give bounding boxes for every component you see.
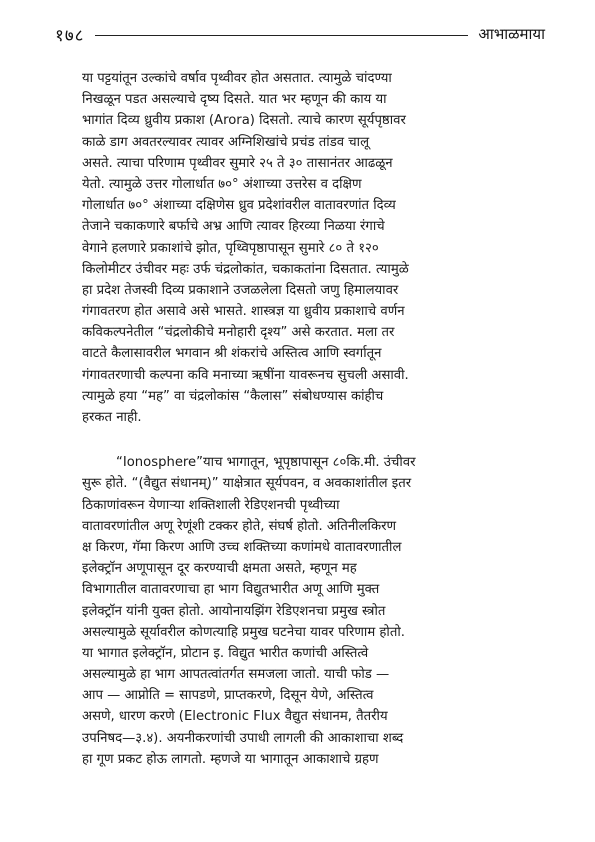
text-line: असते. त्याचा परिणाम पृथ्वीवर सुमारे २५ ते ३० तासानंतर आढळून [82,155,393,171]
text-line: काळे डाग अवतरल्यावर त्यावर अग्निशिखांचे प्रचंड तांडव चालू [82,134,370,150]
text-line: सुरू होते. “(वैद्युत संधानम्)” याक्षेत्रात सूर्यपवन, व अवकाशांतील इतर [82,476,412,492]
text-line: गंगावतरणाची कल्पना कवि मनाच्या ऋषींना यावरूनच सुचली असावी. [82,367,409,383]
text-line: असल्यामुळे सूर्यावरील कोणत्याहि प्रमुख घटनेचा यावर परिणाम होतो. [82,624,405,640]
text-line: भागांत दिव्य ध्रुवीय प्रकाश (Arora) दिसतो. त्याचे कारण सूर्यपृष्ठावर [82,113,406,129]
text-line: “Ionosphere”याच भागातून, भूपृष्ठापासून ८०कि.मी. उंचीवर [116,455,416,471]
text-line: असल्यामुळे हा भाग आपतत्वांतर्गत समजला जातो. याची फोड — [82,667,390,683]
text-line: या भागात इलेक्ट्रॉन, प्रोटान इ. विद्युत भारीत कणांची अस्तित्वे [82,645,369,661]
text-line: आप — आप्नोति = सापडणे, प्राप्तकरणे, दिसून येणे, अस्तित्व [82,688,374,704]
text-line: वातावरणांतील अणू रेणूंशी टक्कर होते, संघर्ष होतो. अतिनीलकिरण [82,518,397,534]
text-line: हा गूण प्रकट होऊ लागतो. म्हणजे या भागातून आकाशाचे ग्रहण [82,751,379,767]
text-line: त्यामुळे हया “मह” वा चंद्रलोकांस “कैलास” संबोधण्यास कांहीच [82,388,384,404]
text-line: ठिकाणांवरून येणाऱ्या शक्तिशाली रेडिएशनची पृथ्वीच्या [82,497,340,513]
text-line: या पट्टयांतून उल्कांचे वर्षाव पृथ्वीवर होत असतात. त्यामुळे चांदण्या [82,71,392,86]
page-number: १७८ [55,25,85,46]
text-line: विभागातील वातावरणाचा हा भाग विद्युतभारीत अणू आणि मुक्त [82,582,380,598]
text-line: कविकल्पनेतील “चंद्रलोकीचे मनोहारी दृश्य” असे करतात. मला तर [82,325,395,341]
body-text [82,68,534,770]
text-line: इलेक्ट्रॉन अणूपासून दूर करण्याची क्षमता असते, म्हणून मह [82,561,357,577]
text-line: उपनिषद—३.४). अयनीकरणांची उपाधी लागली की आकाशाचा शब्द [82,730,404,746]
text-line: वेगाने हलणारे प्रकाशांचे झोत, पृथ्विपृष्ठापासून सुमारे ८० ते १२० [82,240,379,256]
text-line: गंगावतरण होत असावे असे भासते. शास्त्रज्ञ या ध्रुवीय प्रकाशाचे वर्णन [82,304,405,320]
text-line: येतो. त्यामुळे उत्तर गोलार्धात ७०° अंशाच्या उत्तरेस व दक्षिण [82,176,362,192]
paragraph-2 [82,452,534,770]
text-line: क्ष किरण, गॅमा किरण आणि उच्च शक्तिच्या कणांमधे वातावरणातील [82,539,402,555]
text-line: हरकत नाही. [82,410,142,425]
text-line: गोलार्धात ७०° अंशाच्या दक्षिणेस ध्रुव प्रदेशांवरील वातावरणांत दिव्य [82,198,396,214]
text-line: किलोमीटर उंचीवर महः उर्फ चंद्रलोकांत, चकाकतांना दिसतात. त्यामुळे [82,261,409,277]
paragraph-1 [82,68,534,428]
text-line: असणे, धारण करणे (Electronic Flux वैद्युत संधानम, तैतरीय [82,709,388,725]
text-line: इलेक्ट्रॉन यांनी युक्त होतो. आयोनायझिंग रेडिएशनचा प्रमुख स्त्रोत [82,603,386,619]
text-line: निखळून पडत असल्याचे दृष्य दिसते. यात भर म्हणून की काय या [82,92,387,108]
text-line: हा प्रदेश तेजस्वी दिव्य प्रकाशाने उजळलेला दिसतो जणु हिमालयावर [82,282,399,298]
running-title: आभाळमाया [478,25,545,43]
text-line: वाटते कैलासावरील भगवान श्री शंकरांचे अस्तित्व आणि स्वर्गातून [82,346,382,362]
page-header [55,22,545,46]
header-rule [95,35,469,36]
text-line: तेजाने चकाकणारे बर्फाचे अभ्र आणि त्यावर हिरव्या निळया रंगाचे [82,219,385,235]
